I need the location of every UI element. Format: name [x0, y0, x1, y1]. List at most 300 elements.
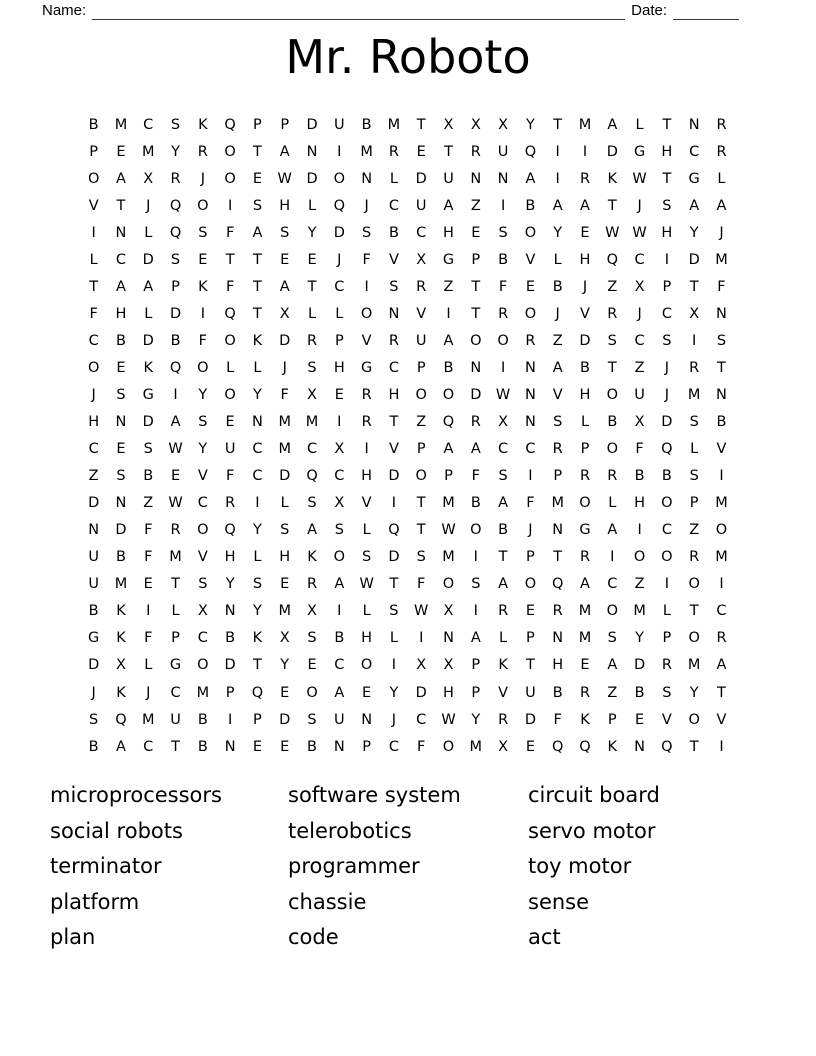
grid-cell: Q [388, 522, 400, 539]
grid-cell: A [143, 278, 154, 295]
grid-cell: F [280, 386, 289, 403]
grid-cell: D [333, 224, 345, 241]
grid-cell: H [634, 495, 646, 512]
grid-cell: P [471, 251, 481, 268]
grid-cell: I [200, 305, 205, 322]
grid-cell: H [579, 251, 591, 268]
grid-cell: O [333, 549, 346, 566]
grid-cell: P [225, 684, 235, 701]
grid-cell: Y [689, 224, 699, 241]
grid-cell: N [224, 738, 236, 755]
grid-cell: K [607, 170, 618, 187]
grid-cell: B [470, 495, 481, 512]
grid-cell: M [278, 603, 291, 620]
grid-cell: V [388, 441, 399, 458]
grid-cell: X [634, 278, 645, 295]
grid-cell: T [253, 305, 262, 322]
grid-cell: T [717, 684, 726, 701]
word-item: act [528, 925, 561, 950]
grid-cell: A [115, 278, 126, 295]
grid-cell: S [716, 332, 727, 349]
grid-cell: E [580, 657, 590, 674]
grid-cell: L [362, 603, 371, 620]
grid-cell: X [689, 305, 700, 322]
grid-cell: C [634, 332, 645, 349]
grid-cell: Q [606, 251, 618, 268]
grid-cell: R [579, 549, 591, 566]
grid-cell: Z [443, 278, 454, 295]
grid-cell: G [88, 630, 100, 647]
grid-cell: N [115, 224, 127, 241]
grid-cell: P [662, 278, 672, 295]
grid-cell: M [387, 116, 401, 133]
grid-cell: V [716, 441, 727, 458]
grid-cell: O [442, 738, 455, 755]
grid-cell: A [525, 170, 536, 187]
grid-cell: I [719, 468, 724, 485]
grid-cell: T [662, 116, 672, 133]
grid-cell: C [525, 441, 536, 458]
grid-cell: I [364, 278, 369, 295]
grid-cell: W [495, 386, 511, 403]
grid-cell: X [115, 657, 126, 674]
grid-cell: V [661, 711, 672, 728]
grid-cell: W [605, 224, 620, 241]
grid-cell: M [278, 441, 291, 458]
grid-cell: T [471, 305, 481, 322]
grid-cell: A [552, 359, 563, 376]
grid-cell: K [116, 630, 126, 647]
word-item: social robots [50, 818, 183, 843]
grid-cell: F [198, 332, 207, 349]
grid-cell: C [197, 630, 208, 647]
header [42, 2, 739, 20]
grid-cell: T [553, 116, 563, 133]
grid-cell: C [388, 738, 399, 755]
grid-cell: V [580, 305, 590, 322]
word-item: telerobotics [288, 818, 412, 843]
grid-cell: C [143, 116, 154, 133]
grid-cell: S [334, 522, 344, 539]
grid-cell: O [224, 386, 236, 403]
grid-cell: Z [634, 576, 645, 593]
letter-grid [80, 111, 735, 760]
grid-cell: U [88, 549, 99, 566]
grid-cell: M [633, 603, 646, 620]
grid-cell: L [553, 251, 562, 268]
grid-cell: F [417, 738, 426, 755]
grid-cell: A [443, 332, 454, 349]
grid-cell: O [470, 332, 482, 349]
grid-cell: F [553, 711, 562, 728]
grid-cell: D [306, 170, 318, 187]
grid-cell: M [469, 738, 483, 755]
grid-cell: O [306, 684, 318, 701]
grid-cell: O [606, 386, 618, 403]
grid-cell: Q [306, 468, 318, 485]
grid-cell: C [716, 603, 727, 620]
grid-cell: U [224, 441, 236, 458]
grid-cell: E [143, 576, 153, 593]
grid-cell: J [337, 251, 342, 268]
grid-cell: S [280, 522, 290, 539]
date-blank-line [673, 3, 739, 20]
grid-cell: E [198, 251, 208, 268]
grid-cell: I [227, 711, 233, 728]
grid-cell: F [144, 549, 153, 566]
grid-cell: R [416, 278, 427, 295]
grid-cell: S [143, 441, 153, 458]
grid-cell: C [634, 251, 645, 268]
grid-cell: A [470, 630, 481, 647]
grid-cell: N [88, 522, 100, 539]
grid-cell: N [552, 522, 564, 539]
grid-cell: V [716, 711, 727, 728]
grid-cell: S [307, 495, 317, 512]
grid-cell: M [442, 495, 455, 512]
grid-cell: A [115, 170, 126, 187]
grid-cell: H [279, 549, 291, 566]
word-list-column-1 [50, 778, 222, 956]
word-item: software system [288, 783, 461, 807]
grid-cell: P [89, 143, 99, 160]
grid-cell: R [225, 495, 236, 512]
grid-cell: P [171, 278, 180, 295]
grid-cell: R [498, 603, 509, 620]
grid-cell: N [688, 116, 700, 133]
grid-cell: B [580, 359, 590, 376]
grid-cell: C [388, 197, 399, 214]
grid-cell: V [416, 305, 427, 322]
grid-cell: O [415, 468, 427, 485]
grid-cell: E [362, 684, 372, 701]
grid-cell: V [197, 468, 208, 485]
grid-cell: D [142, 414, 154, 431]
grid-cell: A [334, 576, 345, 593]
grid-cell: D [606, 143, 618, 160]
grid-cell: Z [416, 414, 427, 431]
grid-cell: D [388, 549, 400, 566]
grid-cell: A [607, 522, 618, 539]
grid-cell: F [89, 305, 98, 322]
grid-cell: O [360, 305, 373, 322]
grid-cell: D [224, 657, 236, 674]
grid-cell: S [362, 224, 372, 241]
grid-cell: Y [689, 684, 699, 701]
grid-cell: P [444, 468, 453, 485]
grid-cell: D [169, 305, 182, 322]
grid-cell: P [526, 630, 535, 647]
grid-cell: I [391, 495, 397, 512]
grid-cell: G [169, 657, 182, 674]
grid-cell: B [115, 332, 126, 349]
grid-cell: D [524, 711, 536, 728]
grid-cell: X [443, 603, 454, 620]
grid-cell: M [551, 495, 564, 512]
grid-cell: N [552, 630, 564, 647]
grid-cell: D [115, 522, 127, 539]
grid-cell: J [664, 386, 670, 403]
grid-cell: H [115, 305, 127, 322]
grid-cell: H [443, 684, 454, 701]
grid-cell: U [334, 711, 345, 728]
grid-cell: F [225, 224, 235, 241]
grid-cell: I [446, 305, 451, 322]
grid-cell: N [388, 305, 400, 322]
grid-cell: O [224, 170, 236, 187]
grid-cell: O [197, 359, 209, 376]
grid-cell: L [253, 359, 262, 376]
grid-cell: C [334, 657, 345, 674]
grid-cell: M [114, 576, 128, 593]
grid-cell: A [607, 116, 618, 133]
grid-cell: M [578, 603, 592, 620]
grid-cell: P [362, 738, 371, 755]
grid-cell: K [607, 738, 618, 755]
grid-cell: R [661, 657, 672, 674]
grid-cell: I [719, 738, 724, 755]
grid-cell: X [416, 251, 427, 268]
grid-cell: X [498, 414, 509, 431]
grid-cell: L [307, 305, 317, 322]
grid-cell: L [635, 116, 644, 133]
grid-cell: I [173, 386, 178, 403]
grid-cell: I [91, 224, 96, 241]
grid-cell: P [253, 116, 262, 133]
grid-cell: D [579, 332, 591, 349]
grid-cell: D [279, 711, 291, 728]
grid-cell: K [498, 657, 508, 674]
grid-cell: C [88, 332, 99, 349]
grid-cell: O [87, 170, 100, 187]
grid-cell: Q [169, 197, 182, 214]
grid-cell: S [607, 630, 617, 647]
grid-cell: O [197, 522, 209, 539]
grid-cell: A [443, 197, 454, 214]
grid-cell: P [553, 468, 563, 485]
grid-cell: Y [307, 224, 317, 241]
grid-cell: O [470, 522, 482, 539]
grid-cell: O [524, 305, 537, 322]
grid-cell: M [278, 414, 291, 431]
grid-cell: B [88, 116, 99, 133]
grid-cell: I [419, 630, 424, 647]
grid-cell: O [497, 332, 509, 349]
grid-cell: O [224, 332, 236, 349]
grid-cell: G [579, 522, 591, 539]
grid-cell: A [689, 197, 700, 214]
grid-cell: X [334, 441, 345, 458]
grid-cell: O [579, 495, 591, 512]
grid-cell: B [552, 684, 563, 701]
grid-cell: P [526, 549, 535, 566]
grid-cell: T [416, 522, 426, 539]
name-label: Name: [42, 2, 87, 19]
grid-cell: S [471, 576, 481, 593]
grid-cell: N [443, 630, 454, 647]
grid-cell: W [441, 711, 456, 728]
grid-cell: P [334, 332, 344, 349]
grid-cell: A [716, 657, 727, 674]
grid-cell: G [688, 170, 700, 187]
grid-cell: W [632, 224, 647, 241]
grid-cell: A [334, 684, 345, 701]
grid-cell: O [661, 495, 673, 512]
grid-cell: H [88, 414, 100, 431]
grid-cell: H [224, 549, 236, 566]
grid-cell: L [335, 305, 344, 322]
grid-cell: I [146, 603, 151, 620]
grid-cell: X [307, 386, 317, 403]
grid-cell: J [528, 522, 533, 539]
grid-cell: E [471, 224, 481, 241]
word-list-column-3 [528, 778, 660, 956]
grid-cell: L [144, 305, 153, 322]
grid-cell: X [143, 170, 154, 187]
grid-cell: L [171, 603, 180, 620]
word-item: chassie [288, 889, 367, 914]
grid-cell: I [227, 197, 233, 214]
grid-cell: R [388, 332, 399, 349]
grid-cell: X [443, 657, 454, 674]
grid-cell: L [280, 495, 289, 512]
grid-cell: C [661, 305, 672, 322]
grid-cell: R [716, 116, 727, 133]
grid-cell: L [580, 414, 590, 431]
grid-cell: S [198, 414, 208, 431]
grid-cell: S [307, 711, 317, 728]
grid-cell: R [470, 414, 481, 431]
grid-cell: S [116, 386, 126, 403]
grid-cell: H [579, 386, 591, 403]
grid-cell: L [608, 495, 617, 512]
word-item: terminator [50, 854, 162, 879]
grid-cell: N [361, 711, 373, 728]
grid-cell: R [170, 170, 181, 187]
grid-cell: R [306, 332, 318, 349]
word-item: microprocessors [50, 783, 222, 807]
grid-cell: D [142, 332, 154, 349]
grid-cell: E [252, 170, 263, 187]
grid-cell: L [499, 630, 508, 647]
grid-cell: E [116, 359, 126, 376]
grid-cell: C [197, 495, 208, 512]
grid-cell: J [91, 386, 96, 403]
grid-cell: O [197, 657, 209, 674]
grid-cell: T [416, 495, 426, 512]
grid-cell: S [198, 576, 208, 593]
grid-cell: Y [253, 386, 262, 403]
grid-cell: B [143, 468, 154, 485]
grid-cell: L [662, 603, 671, 620]
grid-cell: F [471, 468, 480, 485]
grid-cell: Y [471, 711, 481, 728]
grid-cell: R [579, 684, 591, 701]
grid-cell: D [661, 414, 673, 431]
grid-cell: Z [634, 359, 645, 376]
grid-cell: F [144, 522, 153, 539]
grid-cell: T [171, 576, 180, 593]
word-item: plan [50, 925, 96, 950]
grid-cell: K [116, 603, 126, 620]
grid-cell: T [89, 278, 99, 295]
grid-cell: C [252, 441, 263, 458]
grid-cell: T [607, 197, 617, 214]
grid-cell: R [689, 359, 700, 376]
grid-cell: A [498, 495, 509, 512]
grid-cell: U [634, 386, 645, 403]
grid-cell: J [637, 197, 642, 214]
grid-cell: N [252, 414, 263, 431]
grid-cell: B [334, 630, 345, 647]
grid-cell: I [528, 468, 533, 485]
grid-cell: A [279, 143, 290, 160]
grid-cell: P [662, 630, 672, 647]
grid-cell: S [498, 468, 508, 485]
name-blank-line [92, 3, 625, 20]
grid-cell: B [552, 278, 563, 295]
grid-cell: S [553, 414, 563, 431]
grid-cell: B [443, 359, 454, 376]
grid-cell: S [662, 197, 672, 214]
grid-cell: J [664, 359, 670, 376]
grid-cell: A [716, 197, 727, 214]
grid-cell: V [361, 495, 372, 512]
grid-cell: J [391, 711, 397, 728]
grid-cell: Z [552, 332, 563, 349]
grid-cell: E [525, 278, 535, 295]
grid-cell: U [525, 684, 536, 701]
grid-cell: J [555, 305, 560, 322]
grid-cell: Y [280, 657, 290, 674]
grid-cell: I [337, 414, 342, 431]
grid-cell: N [470, 359, 482, 376]
grid-cell: P [280, 116, 290, 133]
grid-cell: O [524, 224, 537, 241]
grid-cell: X [279, 305, 290, 322]
grid-cell: O [197, 197, 209, 214]
grid-cell: T [389, 576, 399, 593]
grid-cell: B [498, 522, 509, 539]
grid-cell: S [416, 549, 426, 566]
grid-cell: I [500, 359, 506, 376]
grid-cell: M [114, 116, 128, 133]
grid-cell: A [115, 738, 126, 755]
grid-cell: Z [607, 278, 618, 295]
grid-cell: L [226, 359, 235, 376]
grid-cell: I [337, 603, 342, 620]
grid-cell: M [442, 549, 455, 566]
grid-cell: J [282, 359, 287, 376]
grid-cell: Q [524, 143, 537, 160]
grid-cell: L [362, 522, 371, 539]
grid-cell: F [225, 468, 235, 485]
grid-cell: T [689, 603, 699, 620]
grid-cell: C [170, 684, 181, 701]
grid-cell: C [416, 711, 427, 728]
grid-cell: O [633, 549, 646, 566]
grid-cell: L [690, 441, 699, 458]
grid-cell: M [715, 251, 728, 268]
grid-cell: T [253, 251, 262, 268]
grid-cell: T [471, 278, 481, 295]
grid-cell: P [689, 495, 699, 512]
grid-cell: I [473, 603, 478, 620]
grid-cell: P [471, 657, 481, 674]
grid-cell: E [307, 251, 317, 268]
grid-cell: N [524, 359, 536, 376]
grid-cell: A [170, 414, 181, 431]
